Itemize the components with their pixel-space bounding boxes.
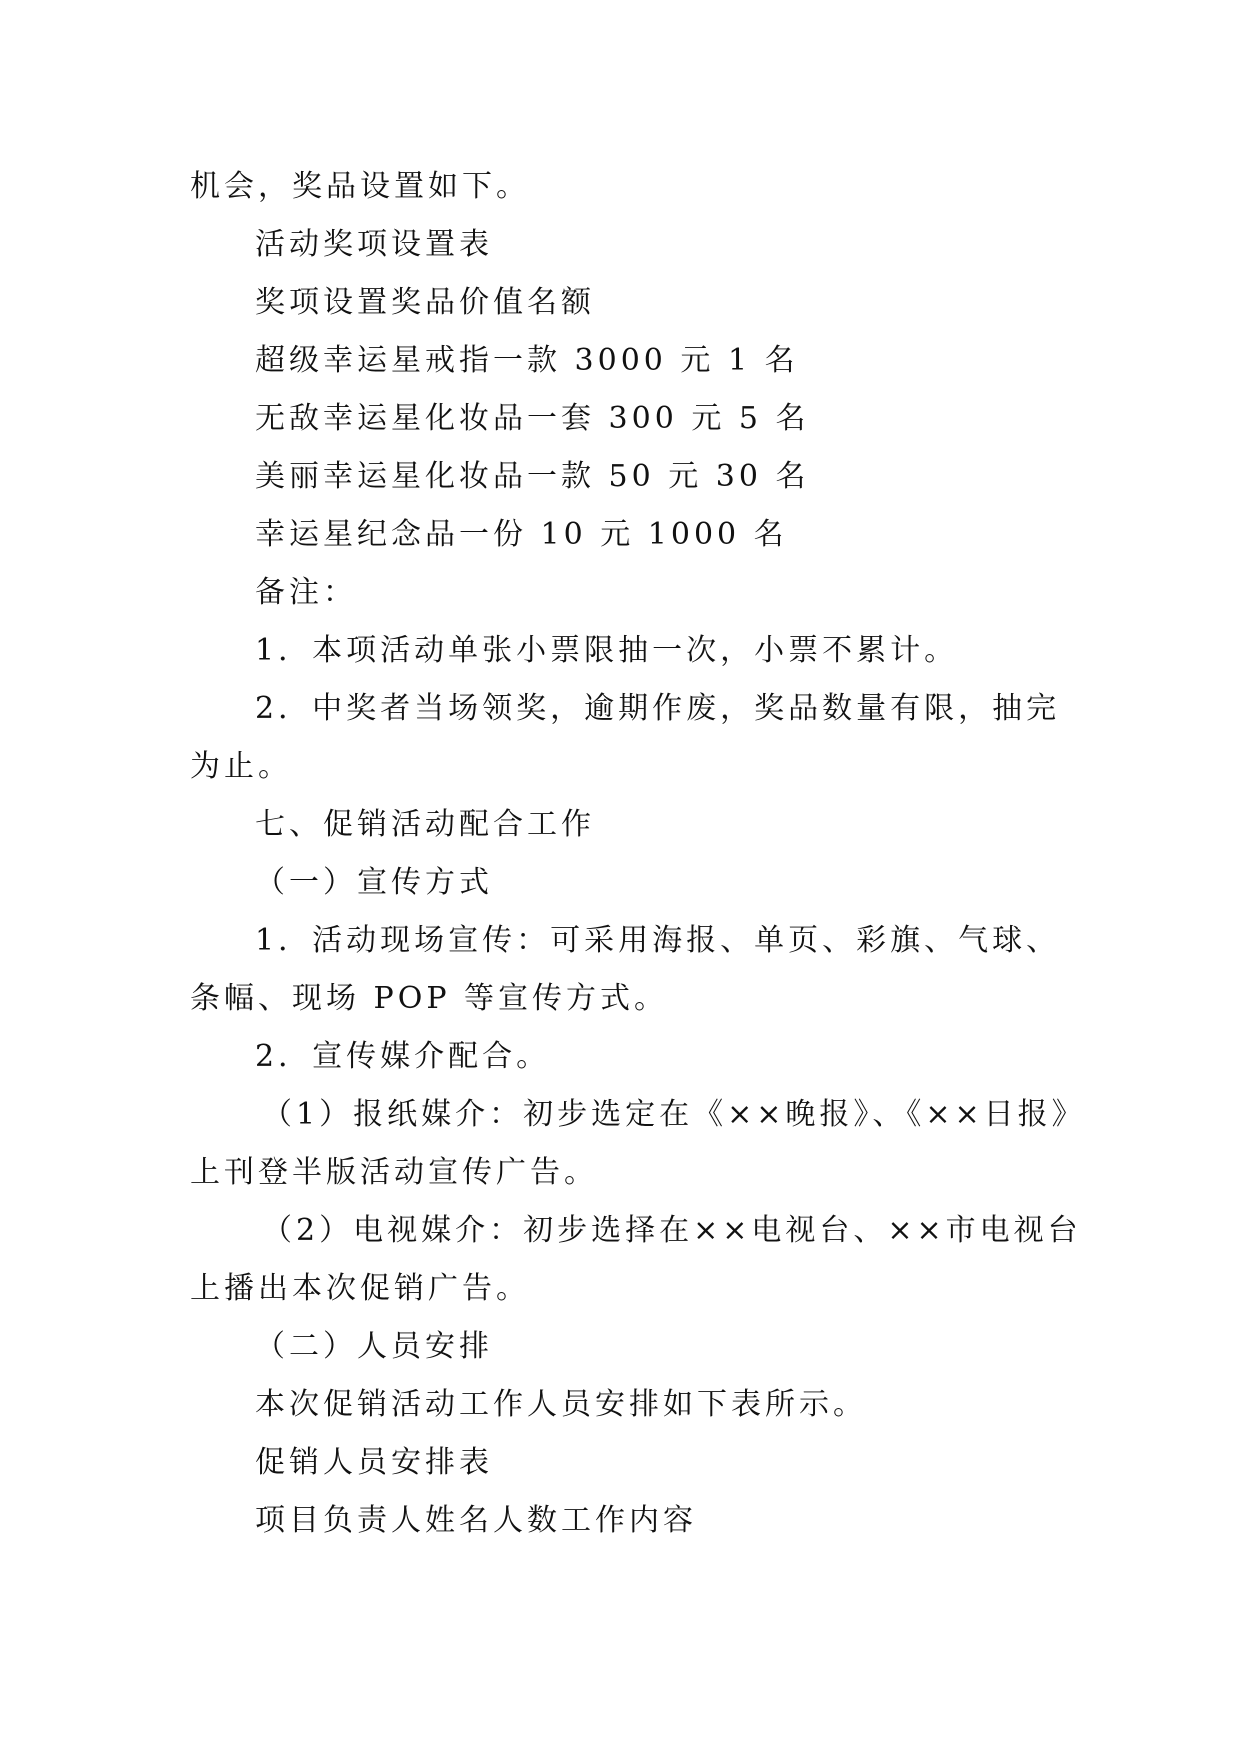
subsection-heading: （二）人员安排 (255, 1329, 493, 1364)
document-body (190, 158, 1090, 1550)
paragraph-line: 本次促销活动工作人员安排如下表所示。 (255, 1387, 867, 1422)
prize-row: 无敌幸运星化妆品一套 300 元 5 名 (255, 401, 810, 436)
paragraph-line: （2）电视媒介：初步选择在××电视台、××市电视台 (262, 1213, 1082, 1248)
paragraph-continuation: 上播出本次促销广告。 (190, 1271, 530, 1306)
note-item: 1．本项活动单张小票限抽一次，小票不累计。 (255, 633, 959, 668)
prize-row: 美丽幸运星化妆品一款 50 元 30 名 (255, 459, 810, 494)
paragraph-continuation: 上刊登半版活动宣传广告。 (190, 1155, 598, 1190)
table-header-row: 奖项设置奖品价值名额 (255, 285, 595, 320)
note-item-continuation: 为止。 (190, 749, 292, 784)
table-title: 促销人员安排表 (255, 1445, 493, 1480)
paragraph-continuation: 条幅、现场 POP 等宣传方式。 (190, 981, 669, 1016)
notes-heading: 备注： (255, 575, 357, 610)
prize-row: 幸运星纪念品一份 10 元 1000 名 (255, 517, 788, 552)
section-heading: 七、促销活动配合工作 (255, 807, 595, 842)
note-item: 2．中奖者当场领奖，逾期作废，奖品数量有限，抽完 (255, 691, 1061, 726)
table-title: 活动奖项设置表 (255, 227, 493, 262)
prize-row: 超级幸运星戒指一款 3000 元 1 名 (255, 343, 799, 378)
paragraph-line: 2．宣传媒介配合。 (255, 1039, 551, 1074)
paragraph-line: 1．活动现场宣传：可采用海报、单页、彩旗、气球、 (255, 923, 1061, 958)
table-header-row: 项目负责人姓名人数工作内容 (255, 1503, 697, 1538)
paragraph-line: 机会，奖品设置如下。 (190, 169, 530, 204)
subsection-heading: （一）宣传方式 (255, 865, 493, 900)
paragraph-line: （1）报纸媒介：初步选定在《××晚报》、《××日报》 (262, 1097, 1086, 1132)
